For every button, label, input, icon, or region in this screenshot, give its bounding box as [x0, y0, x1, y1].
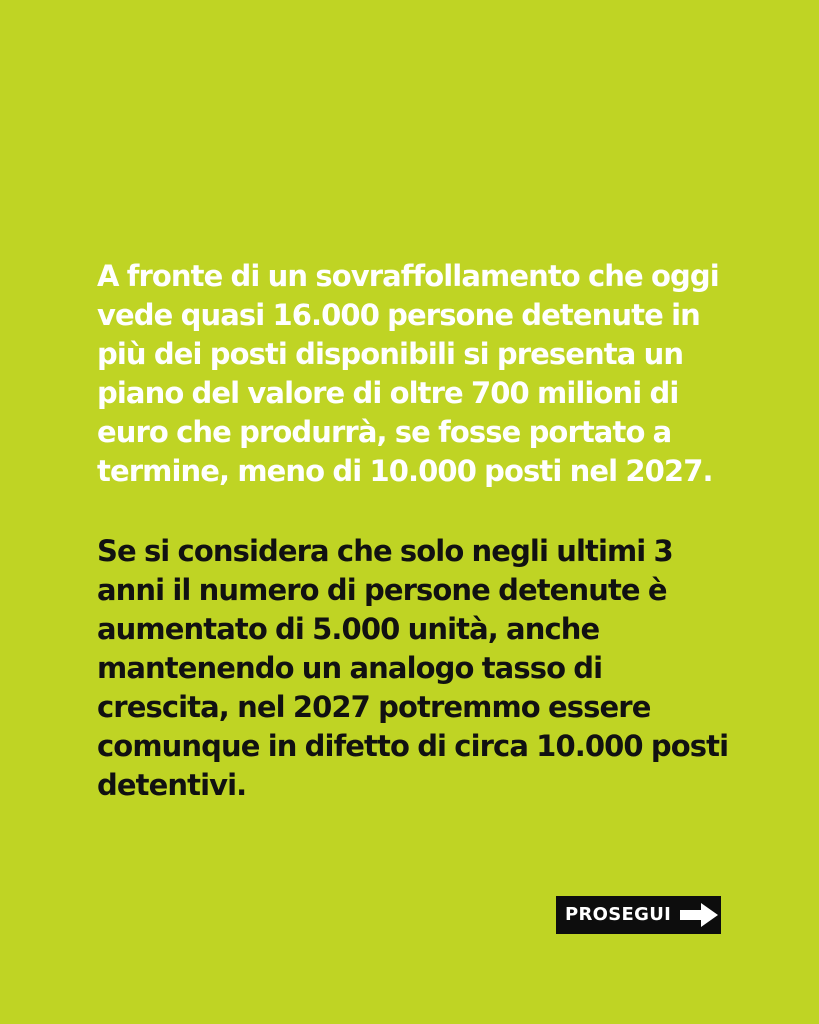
paragraph-line: aumentato di 5.000 unità, anche	[97, 612, 600, 646]
paragraph-line: mantenendo un analogo tasso di	[97, 651, 603, 685]
overcrowding-paragraph	[97, 257, 747, 491]
paragraph-line: anni il numero di persone detenute è	[97, 573, 667, 607]
arrow-right-icon	[679, 902, 719, 928]
growth-paragraph	[97, 532, 747, 805]
paragraph-line: euro che produrrà, se fosse portato a	[97, 415, 672, 449]
paragraph-line: Se si considera che solo negli ultimi 3	[97, 534, 673, 568]
paragraph-line: crescita, nel 2027 potremmo essere	[97, 690, 651, 724]
paragraph-line: termine, meno di 10.000 posti nel 2027.	[97, 454, 713, 488]
paragraph-line: più dei posti disponibili si presenta un	[97, 337, 684, 371]
paragraph-line: detentivi.	[97, 768, 247, 802]
paragraph-line: A fronte di un sovraffollamento che oggi	[97, 259, 719, 293]
next-button-label: PROSEGUI	[565, 904, 672, 925]
paragraph-line: comunque in difetto di circa 10.000 posti	[97, 729, 729, 763]
paragraph-line: vede quasi 16.000 persone detenute in	[97, 298, 700, 332]
paragraph-line: piano del valore di oltre 700 milioni di	[97, 376, 679, 410]
next-button[interactable]	[556, 896, 721, 934]
